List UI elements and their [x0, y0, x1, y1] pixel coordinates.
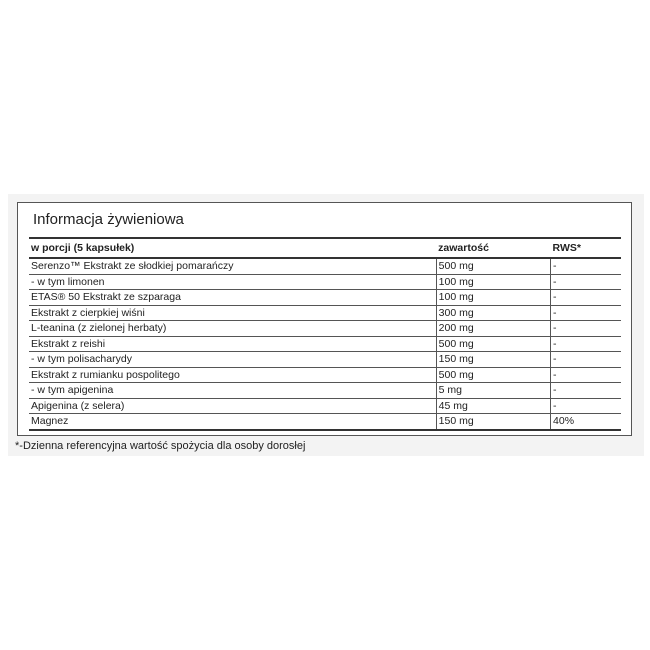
- ingredient-rws: -: [551, 352, 621, 368]
- ingredient-rws: -: [551, 274, 621, 290]
- ingredient-rws: -: [551, 383, 621, 399]
- ingredient-name: Ekstrakt z rumianku pospolitego: [29, 367, 436, 383]
- ingredient-name: Ekstrakt z cierpkiej wiśni: [29, 305, 436, 321]
- ingredient-name: Apigenina (z selera): [29, 398, 436, 414]
- table-header-row: [29, 238, 621, 258]
- ingredient-rws: -: [551, 398, 621, 414]
- table-row: [29, 321, 621, 337]
- ingredient-amount: 5 mg: [436, 383, 550, 399]
- ingredient-amount: 150 mg: [436, 352, 550, 368]
- table-row: [29, 305, 621, 321]
- ingredient-name: L-teanina (z zielonej herbaty): [29, 321, 436, 337]
- ingredient-rws: 40%: [551, 414, 621, 430]
- ingredient-rws: -: [551, 321, 621, 337]
- ingredient-rws: -: [551, 336, 621, 352]
- ingredient-amount: 300 mg: [436, 305, 550, 321]
- ingredient-amount: 500 mg: [436, 258, 550, 274]
- ingredient-amount: 500 mg: [436, 336, 550, 352]
- table-row: [29, 398, 621, 414]
- table-row: [29, 274, 621, 290]
- ingredient-rws: -: [551, 305, 621, 321]
- ingredient-name: Magnez: [29, 414, 436, 430]
- nutrition-card: [17, 202, 632, 436]
- ingredient-amount: 100 mg: [436, 290, 550, 306]
- nutrition-title: Informacja żywieniowa: [33, 211, 184, 228]
- table-row: [29, 258, 621, 274]
- ingredient-name: ETAS® 50 Ekstrakt ze szparaga: [29, 290, 436, 306]
- table-row: [29, 414, 621, 430]
- nutrition-table: [29, 237, 621, 431]
- ingredient-name: Ekstrakt z reishi: [29, 336, 436, 352]
- ingredient-name: - w tym polisacharydy: [29, 352, 436, 368]
- ingredient-amount: 200 mg: [436, 321, 550, 337]
- ingredient-rws: -: [551, 290, 621, 306]
- ingredient-name: Serenzo™ Ekstrakt ze słodkiej pomarańczy: [29, 258, 436, 274]
- ingredient-amount: 500 mg: [436, 367, 550, 383]
- table-row: [29, 367, 621, 383]
- ingredient-amount: 150 mg: [436, 414, 550, 430]
- table-row: [29, 336, 621, 352]
- table-row: [29, 290, 621, 306]
- ingredient-amount: 45 mg: [436, 398, 550, 414]
- ingredient-name: - w tym apigenina: [29, 383, 436, 399]
- ingredient-name: - w tym limonen: [29, 274, 436, 290]
- rws-footnote: *-Dzienna referencyjna wartość spożycia dla osoby dorosłej: [15, 440, 306, 452]
- header-amount: zawartość: [436, 238, 550, 258]
- ingredient-rws: -: [551, 367, 621, 383]
- ingredient-amount: 100 mg: [436, 274, 550, 290]
- table-row: [29, 383, 621, 399]
- header-portion: w porcji (5 kapsułek): [29, 238, 436, 258]
- header-rws: RWS*: [551, 238, 621, 258]
- table-row: [29, 352, 621, 368]
- ingredient-rws: -: [551, 258, 621, 274]
